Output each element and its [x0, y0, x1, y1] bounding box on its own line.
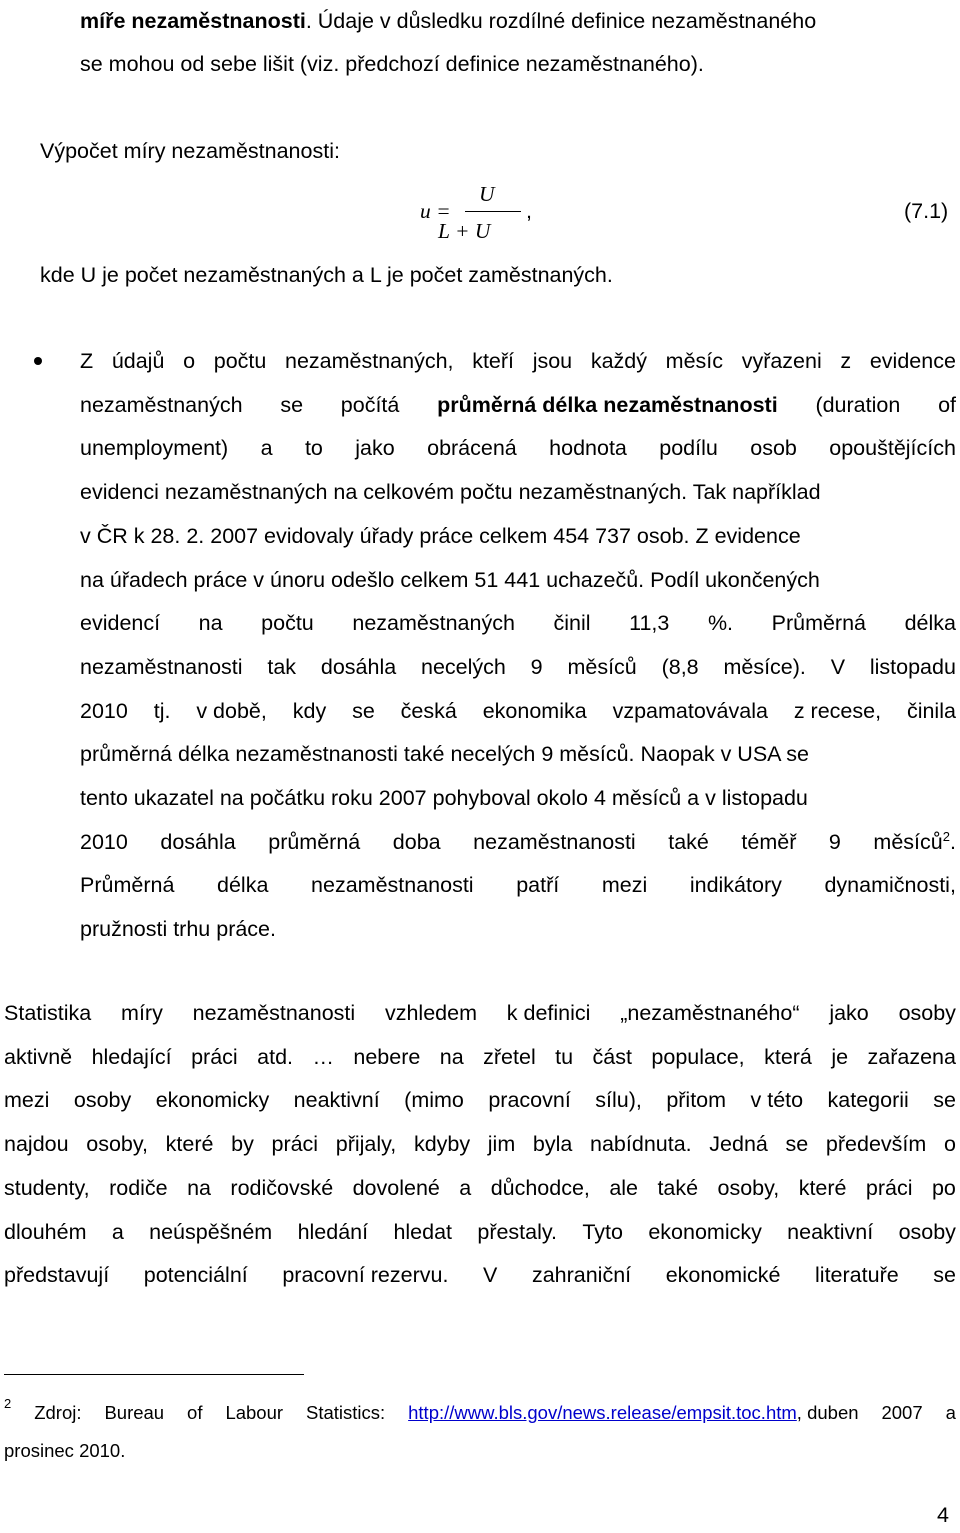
footnote-rule — [4, 1374, 304, 1375]
footnote-line-2: prosinec 2010. — [4, 1440, 126, 1461]
word: pracovní rezervu. — [282, 1263, 449, 1288]
word: přijaly, — [335, 1132, 397, 1157]
word: měsíce). — [723, 654, 806, 679]
word: představují — [4, 1263, 110, 1288]
word: které — [165, 1132, 214, 1157]
word: na úřadech práce v únoru odešlo celkem 51 441 uchazečů. Podíl ukončených — [80, 567, 820, 592]
word: přitom — [666, 1088, 727, 1113]
word: která — [764, 1044, 812, 1069]
word: listopadu — [869, 654, 956, 679]
word: se — [933, 1263, 956, 1288]
word: osoby — [898, 1219, 956, 1244]
word: důchodce, — [490, 1175, 590, 1200]
word: a — [459, 1175, 472, 1200]
equation-number: (7.1) — [904, 199, 949, 223]
word: nezaměstnanosti — [473, 829, 636, 854]
word: Tyto — [582, 1219, 623, 1244]
formula-numerator: U — [479, 182, 495, 206]
word: populace, — [651, 1044, 745, 1069]
word: na — [439, 1044, 464, 1069]
word: činil — [553, 611, 591, 636]
page-number: 4 — [937, 1503, 949, 1527]
source-link[interactable]: http://www.bls.gov/news.release/empsit.toc.htm — [408, 1402, 797, 1423]
word: měsíců — [567, 654, 637, 679]
paragraph2-line — [4, 1131, 956, 1157]
top-line-1 — [80, 8, 816, 34]
word: hledání — [297, 1219, 369, 1244]
word: přestaly. — [477, 1219, 558, 1244]
word: a — [111, 1219, 124, 1244]
word: aktivně — [4, 1044, 73, 1069]
word: (duration — [815, 392, 901, 417]
word: na — [198, 611, 223, 636]
word: nebere — [353, 1044, 421, 1069]
paragraph2-line — [4, 1175, 956, 1201]
word: nezaměstnanosti — [311, 873, 474, 898]
word: neaktivní — [787, 1219, 874, 1244]
bullet-line — [80, 610, 956, 636]
word: v ČR k 28. 2. 2007 evidovaly úřady práce celkem 454 737 osob. Z evidence — [80, 523, 801, 548]
word: o — [943, 1132, 956, 1157]
word: rodičovské — [230, 1175, 334, 1200]
word: tento ukazatel na počátku roku 2007 pohyboval okolo 4 měsíců a v listopadu — [80, 786, 808, 810]
bullet-line — [80, 567, 820, 593]
word: 9 — [530, 654, 543, 679]
word: studenty, — [4, 1175, 90, 1200]
word: délka — [217, 873, 269, 898]
word: 2010 — [80, 829, 128, 854]
word: dovolené — [352, 1175, 440, 1200]
word: práci — [271, 1132, 319, 1157]
word: dlouhém — [4, 1219, 87, 1244]
word: mezi — [601, 873, 648, 898]
word: měsíc — [665, 349, 724, 373]
word: dosáhla — [320, 654, 397, 679]
word: neaktivní — [293, 1088, 380, 1113]
word: se — [352, 698, 375, 723]
word: podílu — [659, 436, 718, 461]
bullet-line — [80, 435, 956, 461]
word: kteří — [472, 349, 515, 373]
word: se — [785, 1132, 809, 1157]
paragraph2-line — [4, 1087, 956, 1113]
footnote-word: , duben — [796, 1402, 859, 1423]
word: rodiče — [109, 1175, 168, 1200]
word: česká — [400, 698, 457, 723]
word: jim — [487, 1132, 516, 1157]
word: 11,3 — [629, 611, 670, 636]
word: literatuře — [815, 1263, 899, 1288]
word: tj. — [153, 698, 171, 723]
word: Z — [80, 349, 94, 373]
word: to — [304, 436, 323, 461]
word: práci — [865, 1175, 913, 1200]
word: mezi — [4, 1088, 50, 1113]
bullet-line — [80, 523, 801, 549]
paragraph2-line — [4, 1000, 956, 1026]
word: míry — [121, 1001, 163, 1025]
word: kdyby — [413, 1132, 471, 1157]
footnote-word: Labour — [225, 1402, 284, 1423]
formula-lhs: u = — [420, 199, 451, 223]
word: hodnota — [549, 436, 627, 461]
formula-denominator: L + U — [438, 219, 491, 243]
word: obrácená — [427, 436, 517, 461]
footnote-reference: 2 — [942, 828, 950, 844]
word: v této — [750, 1088, 804, 1113]
word: osoby — [898, 1001, 956, 1025]
word: neúspěšném — [149, 1219, 273, 1244]
word: které — [798, 1175, 847, 1200]
word: jsou — [532, 349, 573, 373]
word: opouštějících — [829, 436, 956, 461]
word: V — [483, 1263, 498, 1288]
where-text: kde U je počet nezaměstnaných a L je počet zaměstnaných. — [40, 263, 613, 287]
word: … — [312, 1044, 334, 1069]
footnote-word: Bureau — [104, 1402, 165, 1423]
bullet-line — [80, 916, 276, 942]
word: kategorii — [827, 1088, 909, 1113]
word: jako — [355, 436, 395, 461]
bullet-icon — [34, 357, 42, 365]
word: ekonomicky — [155, 1088, 270, 1113]
word: průměrná délka nezaměstnanosti také necelých 9 měsíců. Naopak v USA se — [80, 742, 809, 767]
bullet-line — [80, 654, 956, 680]
paragraph2-line — [4, 1044, 956, 1070]
word: 2010 — [80, 698, 128, 723]
footnote-word: 2007 — [881, 1402, 923, 1423]
word: o — [183, 349, 196, 373]
word: především — [825, 1132, 927, 1157]
word: dynamičnosti, — [824, 873, 956, 898]
word: atd. — [257, 1044, 294, 1069]
word: činila — [906, 698, 956, 723]
footnote-word: Zdroj: — [34, 1402, 82, 1423]
word: každý — [590, 349, 647, 373]
word: nezaměstnanosti — [192, 1001, 356, 1025]
formula-intro: Výpočet míry nezaměstnanosti: — [40, 139, 340, 163]
word: nabídnuta. — [590, 1132, 692, 1157]
word: k definici — [506, 1001, 591, 1025]
word: v době, — [196, 698, 267, 723]
bullet-line — [80, 698, 956, 724]
word: ale — [609, 1175, 639, 1200]
word: se — [933, 1088, 956, 1113]
fraction-bar — [465, 211, 521, 212]
word: indikátory — [689, 873, 782, 898]
footnote-line-1 — [4, 1396, 956, 1424]
word: hledající — [91, 1044, 172, 1069]
word: také — [657, 1175, 699, 1200]
word: doba — [392, 829, 441, 854]
word: údajů — [111, 349, 165, 373]
bullet-line — [80, 785, 808, 811]
word: vzhledem — [384, 1001, 477, 1025]
word: nezaměstnaných — [80, 392, 243, 417]
word: vzpamatovávala — [612, 698, 768, 723]
footnote-word: of — [187, 1402, 203, 1423]
word: na — [187, 1175, 211, 1200]
bullet-line — [80, 829, 956, 855]
word: po — [931, 1175, 956, 1200]
word: Statistika — [4, 1001, 92, 1025]
bullet-line — [80, 741, 809, 767]
word: nezaměstnaných, — [285, 349, 454, 373]
formula-comma: , — [526, 199, 532, 223]
word: také — [668, 829, 709, 854]
word: počítá — [340, 392, 400, 417]
word: %. — [707, 611, 734, 636]
word: a — [260, 436, 273, 461]
word: hledat — [393, 1219, 453, 1244]
word: téměř — [741, 829, 797, 854]
word: práci — [191, 1044, 238, 1069]
word: unemployment) — [80, 436, 229, 461]
top-line-2: se mohou od sebe lišit (viz. předchozí definice nezaměstnaného). — [80, 52, 704, 76]
word: potenciální — [143, 1263, 248, 1288]
word: osoby, — [86, 1132, 148, 1157]
footnote-word: Statistics: — [306, 1402, 386, 1423]
word: osoby, — [717, 1175, 780, 1200]
paragraph2-line — [4, 1262, 956, 1288]
word: evidence — [869, 349, 956, 373]
word: z — [840, 349, 852, 373]
word: pružnosti trhu práce. — [80, 917, 276, 942]
bullet-line — [80, 348, 956, 374]
word: „nezaměstnaného“ — [620, 1001, 800, 1025]
word: of — [938, 392, 956, 417]
bold-term: průměrná délka nezaměstnanosti — [437, 392, 778, 417]
word: délka — [904, 611, 956, 636]
word: průměrná — [268, 829, 361, 854]
word: (8,8 — [661, 654, 699, 679]
word: zahraniční — [531, 1263, 632, 1288]
word: část — [592, 1044, 632, 1069]
word: dosáhla — [160, 829, 236, 854]
footnote-word: a — [945, 1402, 956, 1423]
word: pracovní — [488, 1088, 571, 1113]
word: Jedná — [709, 1132, 768, 1157]
word: vyřazeni — [741, 349, 822, 373]
word: ekonomické — [665, 1263, 781, 1288]
word: je — [831, 1044, 849, 1069]
word: patří — [516, 873, 560, 898]
word: zařazena — [867, 1044, 956, 1069]
bullet-line — [80, 872, 956, 898]
word: Průměrná — [771, 611, 867, 636]
word: by — [231, 1132, 254, 1157]
paragraph2-line — [4, 1219, 956, 1245]
word: ekonomicky — [648, 1219, 762, 1244]
top-line-1-text: . Údaje v důsledku rozdílné definice nezaměstnaného — [305, 9, 817, 33]
bullet-line — [80, 392, 956, 418]
formula-where-line — [40, 262, 613, 288]
word: nezaměstnaných — [352, 611, 515, 636]
word: tu — [555, 1044, 574, 1069]
word: osob — [750, 436, 797, 461]
word: (mimo — [404, 1088, 464, 1113]
word: evidencí — [80, 611, 161, 636]
word: z recese, — [793, 698, 882, 723]
word: se — [280, 392, 304, 417]
word: osoby — [73, 1088, 132, 1113]
footnote-marker: 2 — [4, 1396, 12, 1411]
word: zřetel — [483, 1044, 536, 1069]
word: sílu), — [595, 1088, 642, 1113]
bold-term-unemployment-rate: míře nezaměstnanosti — [80, 9, 306, 33]
word: V — [830, 654, 846, 679]
word: počtu — [261, 611, 314, 636]
word: nezaměstnanosti — [80, 654, 243, 679]
word: byla — [532, 1132, 573, 1157]
word: evidenci nezaměstnaných na celkovém počtu nezaměstnaných. Tak například — [80, 480, 821, 505]
word: měsíců$^2$. — [873, 828, 956, 854]
word: najdou — [4, 1132, 69, 1157]
footnote-link-group — [408, 1402, 858, 1424]
word: 9 — [828, 829, 841, 854]
word: tak — [267, 654, 297, 679]
word: kdy — [292, 698, 327, 723]
word: ekonomika — [482, 698, 587, 723]
word: Průměrná — [80, 873, 175, 898]
word: necelých — [421, 654, 506, 679]
word: jako — [829, 1001, 869, 1025]
bullet-line — [80, 479, 821, 505]
word: počtu — [213, 349, 267, 373]
